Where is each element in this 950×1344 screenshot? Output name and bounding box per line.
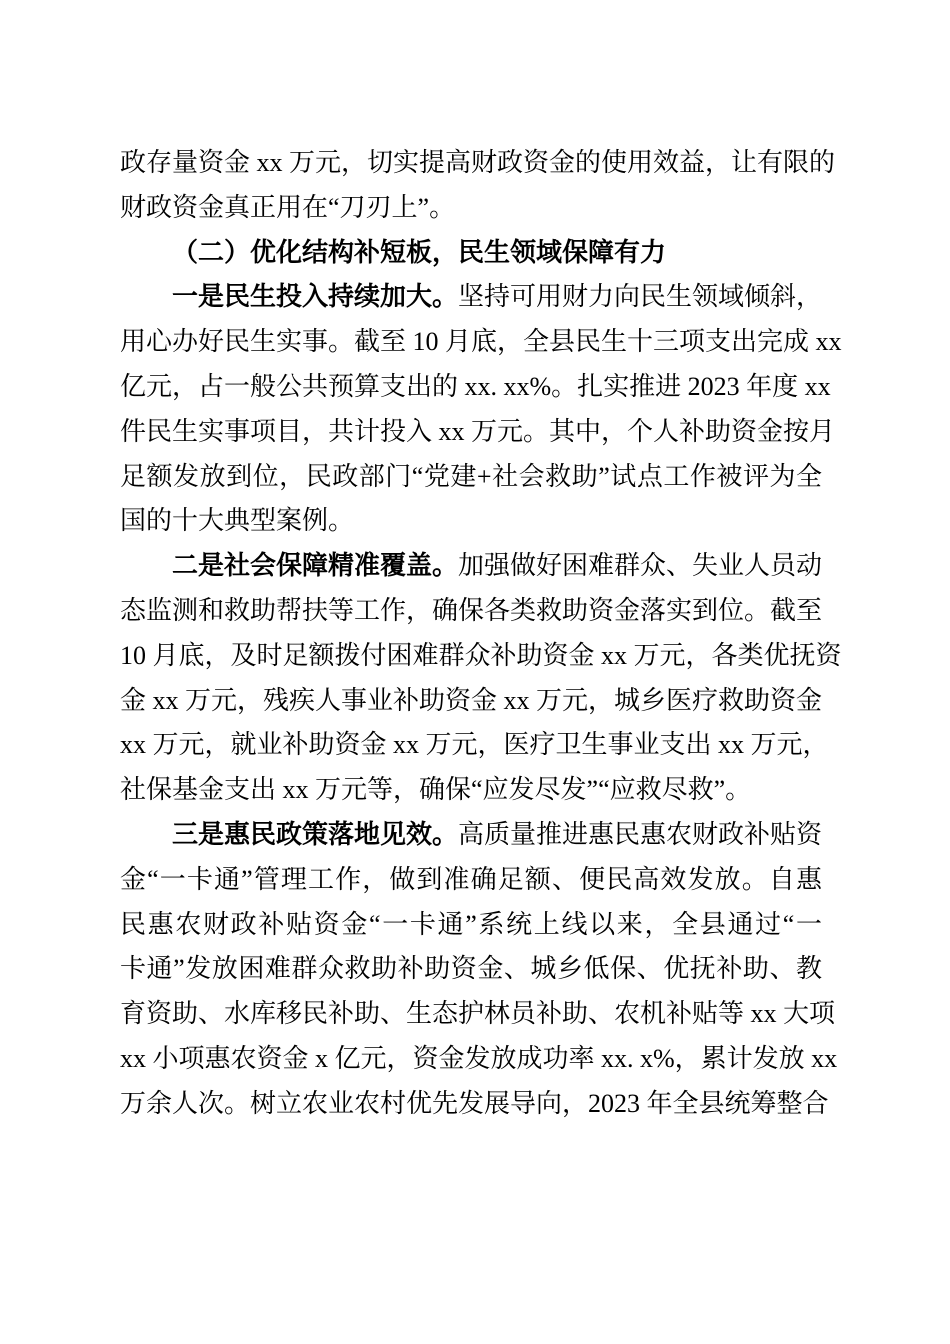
paragraph-line: 社保基金支出 xx 万元等，确保“应发尽发”“应救尽救”。 [120,775,752,805]
paragraph-line: 财政资金真正用在“刀刃上”。 [120,192,456,222]
paragraph-line: 态监测和救助帮扶等工作，确保各类救助资金落实到位。截至 [120,595,823,625]
paragraph-line: 育资助、水库移民补助、生态护林员补助、农机补贴等 xx 大项 [120,999,836,1029]
paragraph-line: 件民生实事项目，共计投入 xx 万元。其中，个人补助资金按月 [120,416,836,446]
paragraph-line: 足额发放到位，民政部门“党建+社会救助”试点工作被评为全 [120,461,822,491]
paragraph-line: 民惠农财政补贴资金“一卡通”系统上线以来，全县通过“一 [120,909,822,939]
paragraph-item-3 [120,813,838,1127]
paragraph-line: xx 万元，就业补助资金 xx 万元，医疗卫生事业支出 xx 万元， [120,730,829,760]
paragraph-line: xx 小项惠农资金 x 亿元，资金发放成功率 xx. x%，累计发放 xx [120,1043,838,1073]
paragraph-line: 金 xx 万元，残疾人事业补助资金 xx 万元，城乡医疗救助资金 [120,685,823,715]
paragraph-continuation [120,141,836,231]
paragraph-line: 卡通”发放困难群众救助补助资金、城乡低保、优抚补助、教 [120,954,822,984]
paragraph-line: 用心办好民生实事。截至 10 月底，全县民生十三项支出完成 xx [120,327,842,357]
paragraph-line: 万余人次。树立农业农村优先发展导向，2023 年全县统筹整合 [120,1088,829,1118]
paragraph-text: 坚持可用财力向民生领域倾斜， [458,282,823,312]
paragraph-text: 加强做好困难群众、失业人员动 [458,551,823,581]
paragraph-first-line [120,544,822,589]
paragraph-lead: 二是社会保障精准覆盖。 [172,551,459,581]
paragraph-first-line [120,275,822,320]
paragraph-line: 亿元，占一般公共预算支出的 xx. xx%。扎实推进 2023 年度 xx [120,371,831,401]
paragraph-line: 国的十大典型案例。 [120,506,355,536]
paragraph-lead: 三是惠民政策落地见效。 [172,819,459,849]
paragraph-line: 政存量资金 xx 万元，切实提高财政资金的使用效益，让有限的 [120,148,836,177]
paragraph-lead: 一是民生投入持续加大。 [172,282,459,312]
document-body [120,141,842,1127]
paragraph-item-2 [120,544,842,813]
paragraph-line: 10 月底，及时足额拨付困难群众补助资金 xx 万元，各类优抚资 [120,640,842,670]
paragraph-text: 高质量推进惠民惠农财政补贴资 [458,819,823,849]
section-heading: （二）优化结构补短板，民生领域保障有力 [172,237,667,267]
paragraph-item-1 [120,275,842,544]
paragraph-first-line [120,813,822,858]
paragraph-line: 金“一卡通”管理工作，做到准确足额、便民高效发放。自惠 [120,864,822,894]
